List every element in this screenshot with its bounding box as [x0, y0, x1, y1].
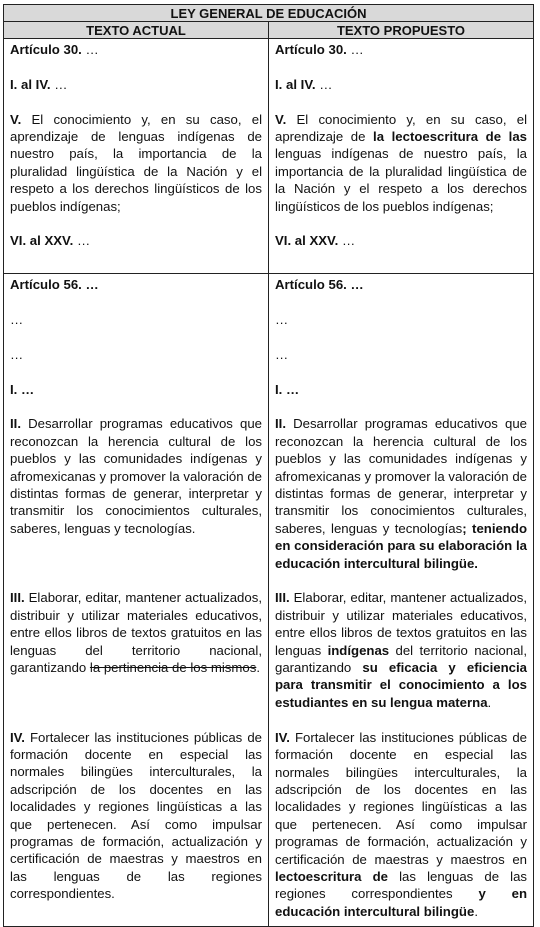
- art30-i-iv-rest: …: [50, 76, 68, 92]
- art56p-iii: [275, 589, 527, 711]
- row-articulo-56: [4, 274, 534, 927]
- art30-vi-rest: …: [73, 233, 91, 249]
- art30p-heading-rest: …: [346, 42, 364, 57]
- art56-ii: [10, 415, 262, 537]
- art56p-heading-text: Artículo 56. …: [275, 277, 364, 293]
- art30-heading: [10, 41, 262, 58]
- art56-iii-text: Elaborar, editar, mantener actualizados, distribuir y utilizar materiales educativos, entre ellos libros de textos gratuitos en las lenguas del territorio nacional, garantizando: [10, 590, 262, 676]
- art56-iv-bold: IV.: [10, 729, 25, 745]
- art56-iii: [10, 589, 262, 676]
- art30-v-text: El conocimiento y, en su caso, el aprendizaje de lenguas indígenas de nuestro país, la importancia de la pluralidad lingüística de la Nación y el respeto a los derechos lingüísticos de los pueblos indígenas;: [10, 111, 262, 214]
- cell-art56-actual: [4, 274, 269, 927]
- art56p-iii-added-1: indígenas: [327, 642, 390, 658]
- art30-heading-bold: Artículo 30.: [10, 42, 82, 57]
- art30p-v-added: la lectoescritura de las: [373, 129, 527, 144]
- art56p-iii-added-2: su eficacia y eficiencia para transmitir el conocimiento a los estudiantes en su lengua materna: [275, 660, 528, 710]
- cell-art56-propuesto: [269, 274, 534, 927]
- art56p-iv-added-1: lectoescritura de: [275, 868, 388, 884]
- art30p-v: [275, 111, 527, 215]
- art56p-i: [275, 381, 527, 398]
- cell-art30-actual: [4, 39, 269, 274]
- art30-v: [10, 111, 262, 215]
- col-header-propuesto: TEXTO PROPUESTO: [269, 22, 534, 39]
- art56-iii-struck: la pertinencia de los mismos: [89, 660, 257, 676]
- art56-i: [10, 381, 262, 398]
- art56p-iii-bold: III.: [275, 590, 290, 606]
- art30p-v-text-a: El conocimiento y, en su caso, el aprendizaje de: [275, 111, 527, 144]
- art56p-ii-added: ; teniendo en consideración para su elaboración la educación intercultural bilingüe.: [275, 520, 527, 571]
- header-row: [4, 22, 534, 39]
- row-articulo-30: [4, 39, 534, 274]
- art56-ellipsis-1: …: [10, 312, 24, 328]
- art30p-heading-bold: Artículo 30.: [275, 42, 347, 57]
- art30p-vi-rest: …: [338, 233, 356, 249]
- art30-v-bold: V.: [10, 111, 22, 127]
- comparison-table: [3, 4, 534, 927]
- art56-ellipsis-2: …: [10, 346, 24, 362]
- art56p-ellipsis-1: …: [275, 312, 289, 328]
- art56p-ii-text: Desarrollar programas educativos que reconozcan la herencia cultural de los pueblos y las comunidades indígenas y afromexicanas y promover la valoración de distintas formas de generar, interpretar y transmitir los conocimientos culturales, saberes, lenguas y tecnologías: [275, 416, 527, 536]
- art30-heading-rest: …: [81, 42, 99, 57]
- art56p-iv-added-2: y en educación intercultural bilingüe: [275, 886, 527, 919]
- art56p-iii-text-b: del territorio nacional, garantizando: [275, 642, 528, 676]
- col-header-actual: TEXTO ACTUAL: [4, 22, 269, 39]
- art30p-v-bold: V.: [275, 111, 287, 127]
- art56p-iv-text-b: las lenguas de las regiones correspondientes: [275, 868, 527, 902]
- art56-heading-text: Artículo 56. …: [10, 277, 99, 293]
- art56p-iv-text-a: Fortalecer las instituciones públicas de formación docente en especial las normales bilingües interculturales, la adscripción de los docentes en las localidades y regiones lingüísticas a las que pertenecen. Así como impulsar programas de formación, actualización y certificación de maestras y maestros en: [275, 729, 527, 867]
- document: [3, 4, 533, 927]
- art56p-heading: [275, 276, 527, 293]
- cell-art30-propuesto: [269, 39, 534, 274]
- art56-iv-text: Fortalecer las instituciones públicas de formación docente en especial las normales bilingües interculturales, la adscripción de los docentes en las localidades y regiones lingüísticas a las que pertenecen. Así como impulsar programas de formación, actualización y certificación de maestras y maestros en las lenguas de las regiones correspondientes.: [10, 729, 262, 902]
- art56-ii-bold: II.: [10, 416, 21, 432]
- art30p-i-iv: [275, 76, 527, 93]
- art30p-heading: [275, 41, 527, 58]
- art56p-iv: [275, 729, 527, 920]
- art56p-iv-end: .: [474, 903, 478, 919]
- art56p-i-text: I. …: [275, 381, 300, 397]
- art56-i-text: I. …: [10, 381, 35, 397]
- art56-ii-text: Desarrollar programas educativos que reconozcan la herencia cultural de los pueblos y las comunidades indígenas y afromexicanas y promover la valoración de distintas formas de generar, interpretar y transmitir los conocimientos culturales, saberes, lenguas y tecnologías.: [10, 416, 262, 536]
- art56p-iii-text-a: Elaborar, editar, mantener actualizados, distribuir y utilizar materiales educativos, entre ellos libros de textos gratuitos en las lenguas: [275, 590, 527, 658]
- law-title: LEY GENERAL DE EDUCACIÓN: [4, 5, 534, 22]
- art56-heading: [10, 276, 262, 293]
- art56p-ellipsis-2: …: [275, 346, 289, 362]
- art30p-v-text-b: lenguas indígenas de nuestro país, la importancia de la pluralidad lingüística de la Nación y el respeto a los derechos lingüísticos de los pueblos indígenas;: [275, 146, 527, 214]
- art56-iii-end: .: [256, 660, 260, 676]
- art30p-vi-xxv: [275, 232, 527, 249]
- art56p-ii-bold: II.: [275, 416, 286, 432]
- art30-i-iv: [10, 76, 262, 93]
- art56-iv: [10, 729, 262, 903]
- title-row: [4, 5, 534, 22]
- art30-vi-bold: VI. al XXV.: [10, 233, 74, 249]
- art56p-iii-end: .: [487, 694, 492, 710]
- art56-iii-bold: III.: [10, 590, 25, 606]
- art30p-vi-bold: VI. al XXV.: [275, 233, 339, 249]
- art56p-iv-bold: IV.: [275, 729, 290, 745]
- art30-vi-xxv: [10, 232, 262, 249]
- art56p-ii: [275, 415, 527, 572]
- art30p-i-iv-bold: I. al IV.: [275, 76, 316, 92]
- art30p-i-iv-rest: …: [315, 76, 333, 92]
- art30-i-iv-bold: I. al IV.: [10, 76, 51, 92]
